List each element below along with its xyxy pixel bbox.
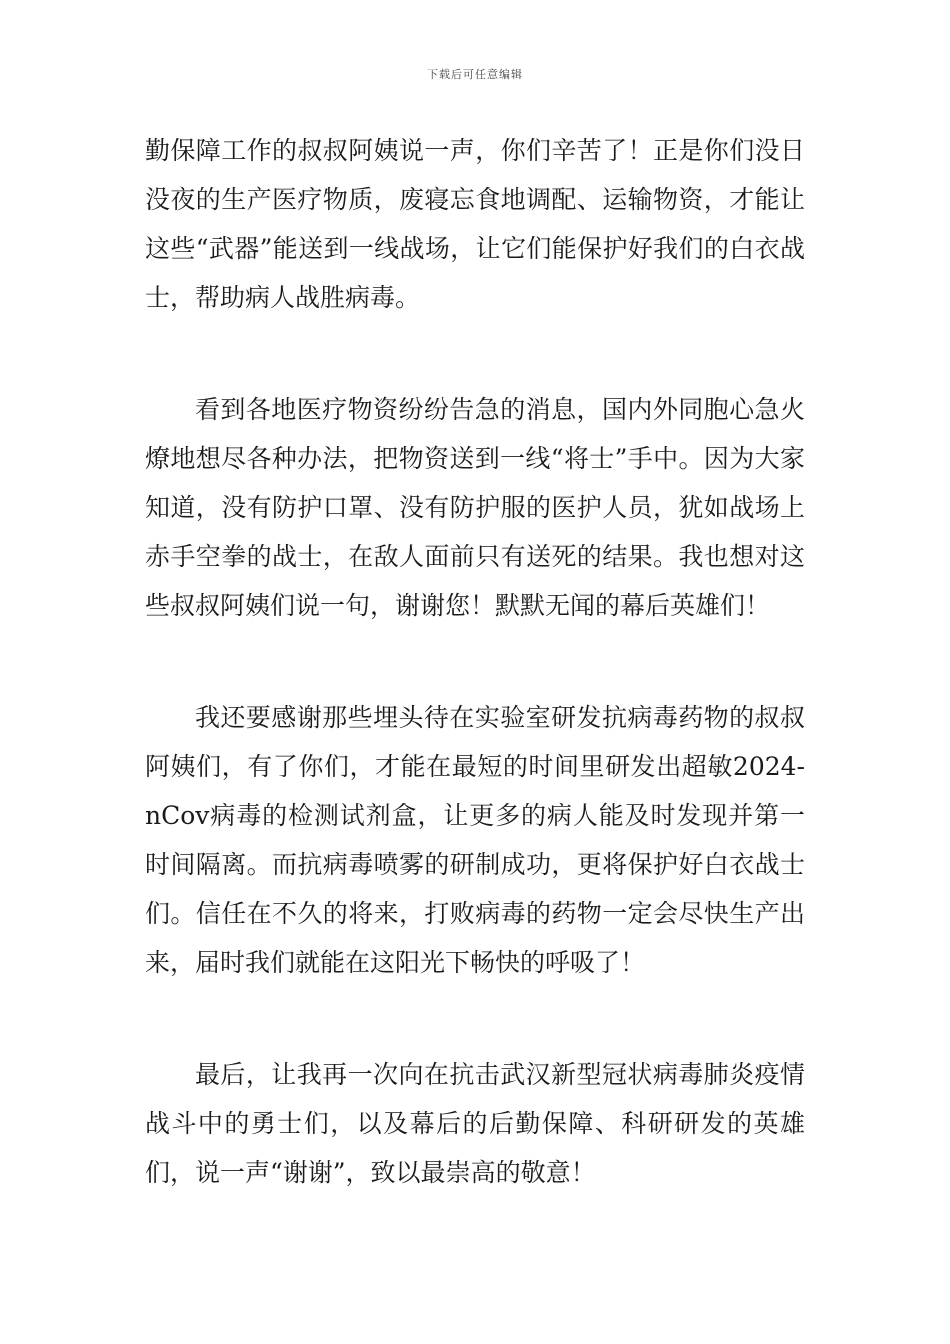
paragraph-4: 最后，让我再一次向在抗击武汉新型冠状病毒肺炎疫情战斗中的勇士们，以及幕后的后勤保障、科研研发的英雄们，说一声“谢谢”，致以最崇高的敬意！ — [145, 1060, 805, 1187]
page-header: 下载后可任意编辑 — [427, 68, 523, 81]
document-body — [145, 126, 805, 1260]
paragraph-3: 我还要感谢那些埋头待在实验室研发抗病毒药物的叔叔阿姨们，有了你们，才能在最短的时间里研发出超敏2024-nCov病毒的检测试剂盒，让更多的病人能及时发现并第一时间隔离。而抗病毒喷雾的研制成功，更将保护好白衣战士们。信任在不久的将来，打败病毒的药物一定会尽快生产出来，届时我们就能在这阳光下畅快的呼吸了！ — [145, 703, 805, 977]
paragraph-2: 看到各地医疗物资纷纷告急的消息，国内外同胞心急火燎地想尽各种办法，把物资送到一线“将士”手中。因为大家知道，没有防护口罩、没有防护服的医护人员，犹如战场上赤手空拳的战士，在敌人面前只有送死的结果。我也想对这些叔叔阿姨们说一句，谢谢您！默默无闻的幕后英雄们！ — [145, 395, 805, 620]
paragraph-1: 勤保障工作的叔叔阿姨说一声，你们辛苦了！正是你们没日没夜的生产医疗物质，废寝忘食地调配、运输物资，才能让这些“武器”能送到一线战场，让它们能保护好我们的白衣战士，帮助病人战胜病毒。 — [145, 136, 805, 312]
